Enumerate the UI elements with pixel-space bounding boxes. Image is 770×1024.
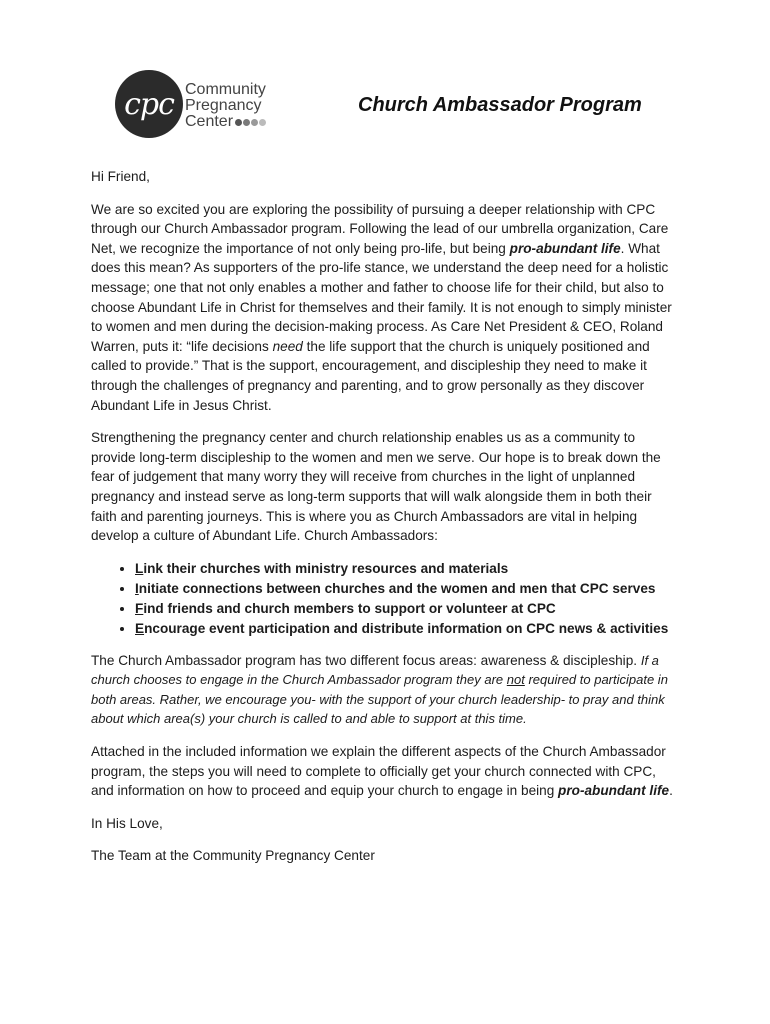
p1-text: We are so excited you are exploring the possibility of pursuing a deeper relationship with CPC through our Church Ambassador program. Following the lead of our umbrella organization, Care Net, we recognize the importance of not only being pro-life, but being [91,201,669,256]
p1-text: . What does this mean? As supporters of the pro-life stance, we understand the deep need for a holistic message; one that not only enables a mother and father to choose life for their child, but also to choose Abundant Life in Christ for themselves and their family. It is not enough to simply minister to women and men during the decision-making process. As Care Net President & CEO, Roland Warren, puts it: “life decisions [91,240,672,354]
p3-underlined: not [506,672,525,688]
p1-emphasis: need [272,338,303,354]
letter-body [91,167,681,879]
logo-dot [259,119,266,126]
cpc-logo [115,70,285,140]
p3-text: The Church Ambassador program has two different focus areas: awareness & discipleship. [91,652,641,668]
logo-line-1: Community [185,81,266,98]
logo-wordmark [185,82,267,130]
list-item [135,559,681,579]
list-item-initial: E [135,620,145,636]
paragraph-2: Strengthening the pregnancy center and church relationship enables us as a community to provide long-term discipleship to the women and men we serve. Our hope is to break down the fear of judgement that many worry they will receive from churches in the light of unplanned pregnancy and instead serve as long-term supports that will walk alongside them in both their faith and parenting journeys. This is where you as Church Ambassadors are vital in helping develop a culture of Abundant Life. Church Ambassadors: [91,430,661,544]
logo-dot [251,119,258,126]
p4-text: . [669,783,673,799]
ambassador-list [91,559,681,639]
greeting: Hi Friend, [91,169,150,184]
logo-line-2: Pregnancy [185,97,262,114]
logo-line-3 [185,114,267,130]
p4-text: Attached in the included information we explain the different aspects of the Church Ambassador program, the steps you will need to complete to officially get your church connected with CPC, and information on how to proceed and equip your church to engage in being [91,744,666,799]
paragraph-1 [91,200,681,416]
list-item [135,579,681,599]
list-item [135,599,681,619]
p3-italic-text: If a church chooses to engage in the Church Ambassador program they are [91,652,659,688]
list-item [135,619,681,639]
list-item-text: ncourage event participation and distribute information on CPC news & activities [144,620,669,636]
closing: In His Love, [91,815,163,831]
p3-italic-text: required to participate in both areas. Rather, we encourage you- with the support of your church leadership- to pray and think about which area(s) your church is called to and able to support at this time. [91,672,668,727]
logo-dot [243,119,250,126]
paragraph-4 [91,742,681,801]
logo-mark: cpc [115,70,183,138]
list-item-text: ink their churches with ministry resources and materials [143,560,509,576]
signature: The Team at the Community Pregnancy Center [91,848,375,864]
program-title: Church Ambassador Program [358,94,642,116]
list-item-text: nitiate connections between churches and the women and men that CPC serves [138,580,656,596]
p4-emphasis: pro-abundant life [558,783,670,799]
logo-line-3-text: Center [185,113,234,131]
paragraph-3 [91,651,681,729]
list-item-initial: F [135,600,144,616]
p1-emphasis: pro-abundant life [509,240,621,256]
list-item-initial: L [135,560,144,576]
logo-dot [235,119,242,126]
logo-dots [235,114,267,130]
list-item-initial: I [135,580,139,596]
list-item-text: ind friends and church members to support or volunteer at CPC [143,600,556,616]
p1-text: the life support that the church is uniquely positioned and called to provide.” That is the support, encouragement, and discipleship they need to make it through the challenges of pregnancy and parenting, and to grow personally as they discover Abundant Life in Jesus Christ. [91,338,650,413]
